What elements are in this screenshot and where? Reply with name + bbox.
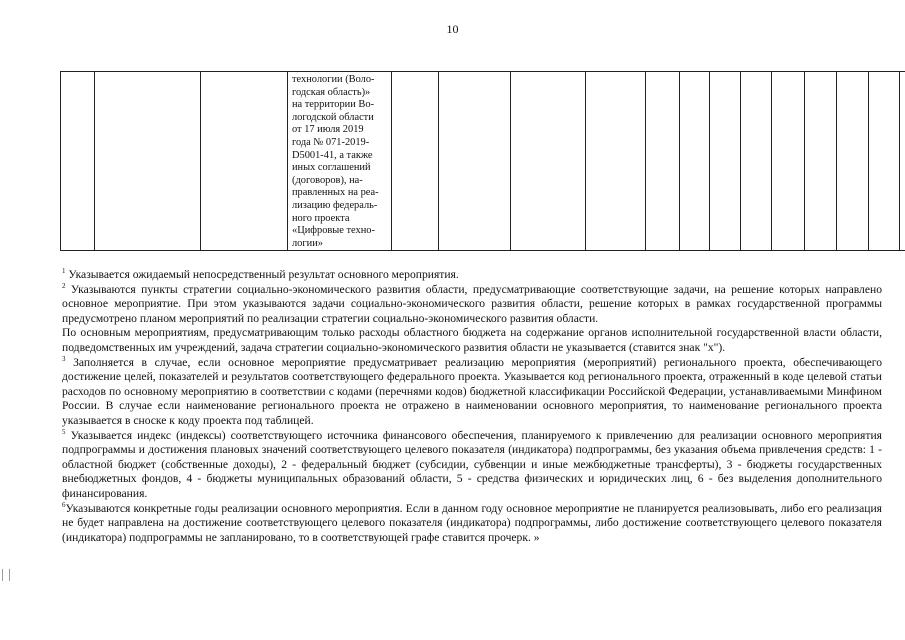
footnote bbox=[62, 283, 882, 327]
footnote bbox=[62, 356, 882, 429]
footnote-mark: 1 bbox=[62, 267, 66, 275]
cell-line: (договоров), на- bbox=[292, 174, 363, 186]
table-cell bbox=[439, 72, 511, 251]
cell-line: D5001-41, а также bbox=[292, 149, 373, 161]
table-cell-basis bbox=[288, 72, 392, 251]
cell-line: логодской области bbox=[292, 111, 374, 123]
cell-line: от 17 июля 2019 bbox=[292, 124, 364, 136]
cell-line: на территории Во- bbox=[292, 99, 374, 111]
table-cell bbox=[646, 72, 680, 251]
cell-line: «Цифровые техно- bbox=[292, 225, 375, 237]
table-cell bbox=[805, 72, 837, 251]
footnote bbox=[62, 502, 882, 546]
footnote bbox=[62, 268, 882, 283]
table-cell bbox=[741, 72, 772, 251]
footnotes bbox=[62, 268, 882, 545]
footnote-text: Указываются конкретные годы реализации основного мероприятия. Если в данном году основное мероприятие не планируется реализовывать, либо его реализация не будет направлена на достижение соответствующего целевого показателя (индикатора) подпрограммы, либо достижение соответствующего целевого показателя (индикатора) подпрограммы не запланировано, то в соответствующей графе ставится прочерк. » bbox=[62, 501, 882, 544]
footnote-text: По основным мероприятиям, предусматривающим только расходы областного бюджета на содержание органов исполнительной государственной власти области, подведомственных им учреждений, задача стратегии социально-экономического развития области не указывается (ставится знак "х"). bbox=[62, 326, 882, 354]
cell-line: лизацию федераль- bbox=[292, 199, 378, 211]
cell-line: годская область)» bbox=[292, 86, 371, 98]
footnote bbox=[62, 326, 882, 355]
table-row bbox=[61, 72, 905, 251]
table-cell bbox=[900, 72, 905, 251]
table-cell bbox=[95, 72, 201, 251]
footnote-mark: 3 bbox=[62, 354, 66, 363]
table-cell bbox=[61, 72, 95, 251]
cell-line: логии» bbox=[292, 237, 323, 249]
cell-line: правленных на реа- bbox=[292, 187, 379, 199]
cell-line: года № 071-2019- bbox=[292, 136, 370, 148]
basis-text bbox=[288, 72, 391, 250]
footnote bbox=[62, 429, 882, 502]
cell-line: ного проекта bbox=[292, 212, 350, 224]
table-cell bbox=[511, 72, 586, 251]
footnote-text: Указывается ожидаемый непосредственный результат основного мероприятия. bbox=[65, 268, 459, 281]
margin-mark bbox=[2, 569, 10, 581]
table-cell bbox=[680, 72, 710, 251]
cell-line: иных соглашений bbox=[292, 162, 371, 174]
table-cell bbox=[586, 72, 646, 251]
cell-line: технологии (Воло- bbox=[292, 74, 375, 85]
table-cell bbox=[772, 72, 805, 251]
footnote-text: Указываются пункты стратегии социально-экономического развития области, предусматривающие соответствующие задачи, на решение которых направлено основное мероприятие. При этом указываются задачи социально-экономического развития области, решение которых в рамках государственной программы предусмотрено планом мероприятий по реализации стратегии социально-экономического развития области. bbox=[62, 282, 882, 325]
table-cell bbox=[710, 72, 741, 251]
table-cell bbox=[837, 72, 869, 251]
footnote-mark: 6 bbox=[62, 500, 66, 509]
table-cell bbox=[201, 72, 288, 251]
footnote-mark: 5 bbox=[62, 427, 66, 436]
activities-table bbox=[60, 71, 905, 251]
footnote-text: Указывается индекс (индексы) соответствующего источника финансового обеспечения, планируемого к привлечению для реализации основного мероприятия подпрограммы и достижения плановых значений соответствующего целевого показателя (индикатора) подпрограммы, без указания объема привлечения средств: 1 - областной бюджет (собственные доходы), 2 - федеральный бюджет (субсидии, субвенции и иные межбюджетные трансферты), 3 - бюджеты государственных внебюджетных фондов, 4 - бюджеты муниципальных образований области, 5 - средства физических и юридических лиц, 6 - без выделения дополнительного финансирования. bbox=[62, 428, 882, 500]
footnote-mark: 2 bbox=[62, 281, 66, 290]
table-cell bbox=[869, 72, 900, 251]
footnote-text: Заполняется в случае, если основное мероприятие предусматриваeт реализацию мероприятия (мероприятий) регионального проекта, обеспечивающего достижение целей, показателей и результатов соответствующего федерального проекта. Указывается код регионального проекта, отраженный в коде целевой статьи расходов по основному мероприятию в соответствии с кодами (перечнями кодов) бюджетной классификации Российской Федерации, устанавливаемыми Минфином России. В случае если наименование регионального проекта не отражено в наименовании основного мероприятия, то наименование регионального проекта указывается в сноске к коду проекта под таблицей. bbox=[62, 355, 882, 427]
table-cell bbox=[392, 72, 439, 251]
page-number: 10 bbox=[446, 22, 459, 36]
